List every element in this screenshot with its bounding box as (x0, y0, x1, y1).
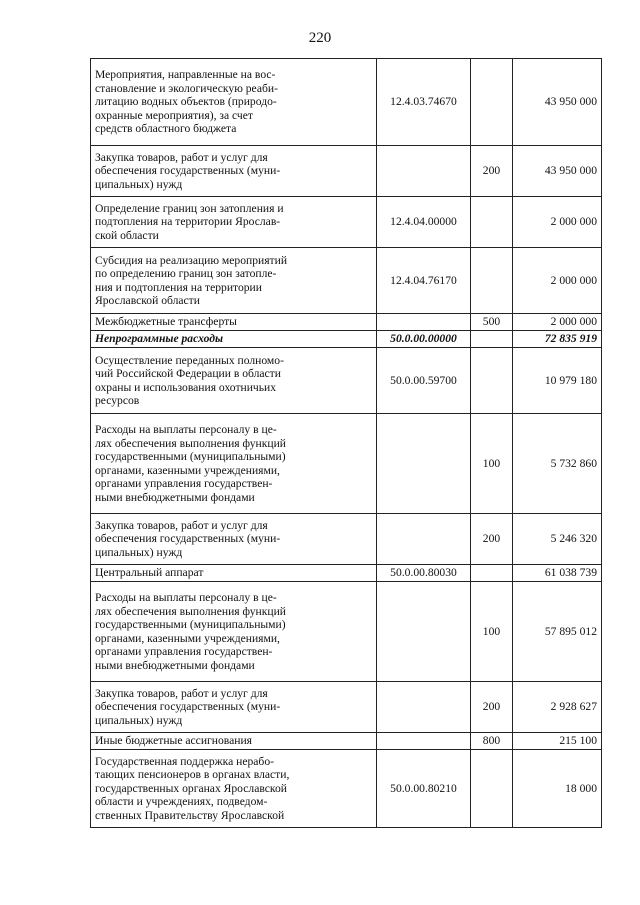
row-name: Закупка товаров, работ и услуг для обеспечения государственных (муни- ципальных) нужд (91, 682, 377, 733)
row-amount: 2 928 627 (513, 682, 602, 733)
row-amount: 57 895 012 (513, 582, 602, 682)
row-type: 800 (471, 733, 513, 750)
row-name: Расходы на выплаты персоналу в це- лях обеспечения выполнения функций государственными (муниципальными) органами, казенными учреждениями, органами управления государствен- ными внебюджетными фондами (91, 582, 377, 682)
row-type (471, 348, 513, 414)
row-amount: 215 100 (513, 733, 602, 750)
table-row (91, 565, 602, 582)
row-type (471, 197, 513, 248)
row-code (377, 582, 471, 682)
row-type (471, 565, 513, 582)
row-type: 100 (471, 582, 513, 682)
row-type: 200 (471, 146, 513, 197)
row-type: 200 (471, 514, 513, 565)
row-code: 50.0.00.00000 (377, 331, 471, 348)
row-name: Субсидия на реализацию мероприятий по определению границ зон затопле- ния и подтопления на территории Ярославской области (91, 248, 377, 314)
row-name: Определение границ зон затопления и подтопления на территории Ярослав- ской области (91, 197, 377, 248)
table-row (91, 248, 602, 314)
row-type: 200 (471, 682, 513, 733)
table-row (91, 314, 602, 331)
row-amount: 18 000 (513, 750, 602, 828)
row-name: Расходы на выплаты персоналу в це- лях обеспечения выполнения функций государственными (муниципальными) органами, казенными учреждениями, органами управления государствен- ными внебюджетными фондами (91, 414, 377, 514)
table-row (91, 197, 602, 248)
row-type (471, 331, 513, 348)
row-name: Осуществление переданных полномо- чий Российской Федерации в области охраны и использования охотничьих ресурсов (91, 348, 377, 414)
row-name: Межбюджетные трансферты (91, 314, 377, 331)
row-type (471, 59, 513, 146)
row-amount: 10 979 180 (513, 348, 602, 414)
row-type (471, 248, 513, 314)
budget-table (90, 58, 602, 828)
table-row (91, 331, 602, 348)
row-code (377, 314, 471, 331)
row-code (377, 514, 471, 565)
row-type: 100 (471, 414, 513, 514)
row-name: Мероприятия, направленные на вос- становление и экологическую реаби- литацию водных объектов (природо- охранные мероприятия), за счет средств областного бюджета (91, 59, 377, 146)
row-amount: 72 835 919 (513, 331, 602, 348)
row-amount: 5 246 320 (513, 514, 602, 565)
row-code: 50.0.00.59700 (377, 348, 471, 414)
row-code (377, 733, 471, 750)
row-amount: 43 950 000 (513, 146, 602, 197)
table-row (91, 514, 602, 565)
row-code: 50.0.00.80210 (377, 750, 471, 828)
row-code: 12.4.04.76170 (377, 248, 471, 314)
row-code (377, 414, 471, 514)
page-number: 220 (308, 30, 332, 46)
table-row (91, 750, 602, 828)
row-type: 500 (471, 314, 513, 331)
row-amount: 2 000 000 (513, 248, 602, 314)
row-name: Центральный аппарат (91, 565, 377, 582)
row-amount: 43 950 000 (513, 59, 602, 146)
row-name: Закупка товаров, работ и услуг для обеспечения государственных (муни- ципальных) нужд (91, 146, 377, 197)
row-amount: 5 732 860 (513, 414, 602, 514)
row-code: 12.4.04.00000 (377, 197, 471, 248)
row-code (377, 682, 471, 733)
table-row (91, 348, 602, 414)
row-amount: 2 000 000 (513, 197, 602, 248)
table-row (91, 414, 602, 514)
row-code: 50.0.00.80030 (377, 565, 471, 582)
row-type (471, 750, 513, 828)
row-amount: 61 038 739 (513, 565, 602, 582)
table-row (91, 682, 602, 733)
row-name: Государственная поддержка нерабо- тающих пенсионеров в органах власти, государственных органах Ярославской области и учреждениях, подведом- ственных Правительству Ярославской (91, 750, 377, 828)
table-row (91, 733, 602, 750)
table-row (91, 59, 602, 146)
table-row (91, 146, 602, 197)
row-name: Закупка товаров, работ и услуг для обеспечения государственных (муни- ципальных) нужд (91, 514, 377, 565)
row-name: Иные бюджетные ассигнования (91, 733, 377, 750)
table-row (91, 582, 602, 682)
row-code (377, 146, 471, 197)
row-code: 12.4.03.74670 (377, 59, 471, 146)
row-amount: 2 000 000 (513, 314, 602, 331)
row-name: Непрограммные расходы (91, 331, 377, 348)
